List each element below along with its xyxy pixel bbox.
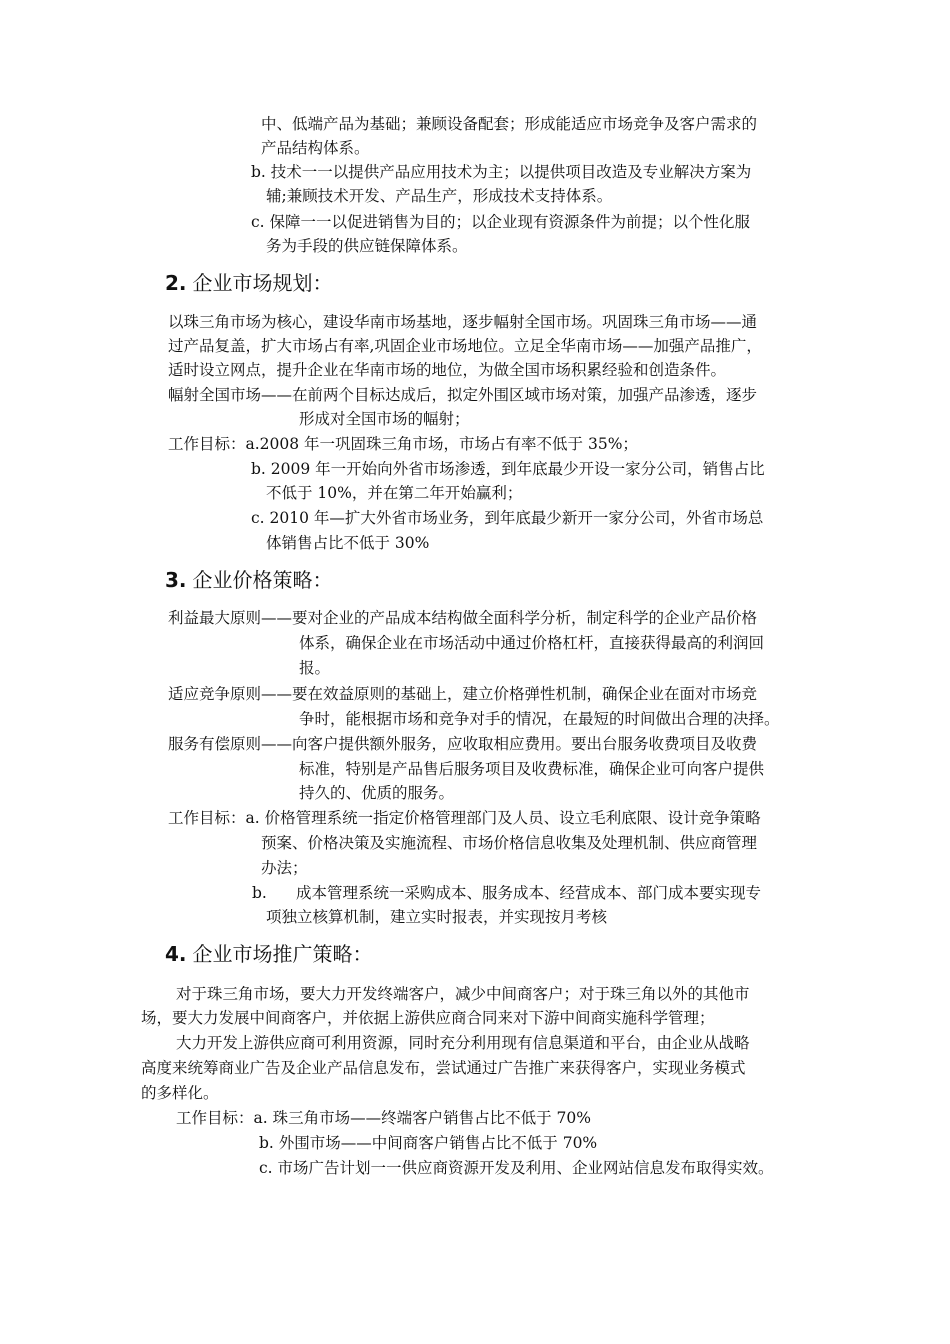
- intro-item-c-line-1: c. 保障一一以促进销售为目的；以企业现有资源条件为前提；以个性化服: [251, 213, 751, 231]
- section-3-title: 企业价格策略：: [192, 568, 333, 592]
- s2-paragraph-line-3: 适时设立网点，提升企业在华南市场的地位，为做全国市场积累经验和创造条件。: [168, 361, 727, 379]
- s3-rule-2-line-2: 争时，能根据市场和竞争对手的情况，在最短的时间做出合理的决择。: [299, 710, 780, 728]
- s3-rule-1-line-2: 体系，确保企业在市场活动中通过价格杠杆，直接获得最高的利润回: [299, 634, 765, 652]
- s3-rule-1-line-3: 报。: [299, 659, 331, 677]
- s2-goal-b-line-1: b. 2009 年一开始向外省市场渗透，到年底最少开设一家分公司，销售占比: [251, 460, 765, 478]
- s3-goal-b-line-1: 成本管理系统一采购成本、服务成本、经营成本、部门成本要实现专: [296, 884, 762, 902]
- s2-paragraph-line-1: 以珠三角市场为核心，建设华南市场基地，逐步幅射全国市场。巩固珠三角市场——通: [168, 313, 758, 331]
- section-4-heading: [165, 941, 373, 967]
- section-3-number: 3.: [165, 568, 187, 592]
- section-2-title: 企业市场规划：: [192, 271, 333, 295]
- s2-goal-c-line-2: 体销售占比不低于 30%: [266, 534, 430, 552]
- s4-paragraph-1-line-2: 场，要大力发展中间商客户，并依据上游供应商合同来对下游中间商实施科学管理；: [141, 1009, 715, 1027]
- s3-rule-3-line-3: 持久的、优质的服务。: [299, 784, 455, 802]
- s2-goal-b-line-2: 不低于 10%，并在第二年开始赢利；: [266, 484, 523, 502]
- s4-paragraph-2-line-1: 大力开发上游供应商可利用资源，同时充分利用现有信息渠道和平台，由企业从战略: [176, 1034, 750, 1052]
- section-4-title: 企业市场推广策略：: [192, 942, 373, 966]
- s3-goal-b-label: b.: [252, 884, 267, 902]
- s4-paragraph-1-line-1: 对于珠三角市场，要大力开发终端客户，减少中间商客户；对于珠三角以外的其他市: [176, 985, 750, 1003]
- s2-paragraph-line-2: 过产品复盖，扩大市场占有率,巩固企业市场地位。立足全华南市场——加强产品推广，: [168, 337, 762, 355]
- s2-goal-a: 工作目标：a.2008 年一巩固珠三角市场，市场占有率不低于 35%；: [168, 435, 638, 453]
- section-2-heading: [165, 270, 333, 296]
- s4-goal-c: c. 市场广告计划一一供应商资源开发及利用、企业网站信息发布取得实效。: [259, 1159, 774, 1177]
- s2-paragraph-line-5: 形成对全国市场的幅射；: [299, 410, 470, 428]
- section-4-number: 4.: [165, 942, 187, 966]
- s3-rule-3-line-2: 标准，特别是产品售后服务项目及收费标准，确保企业可向客户提供: [299, 760, 765, 778]
- s3-goal-a-line-1: 工作目标：a. 价格管理系统一指定价格管理部门及人员、设立毛利底限、设计竞争策略: [168, 809, 761, 827]
- s4-paragraph-2-line-2: 高度来统筹商业广告及企业产品信息发布，尝试通过广告推广来获得客户，实现业务模式: [141, 1059, 746, 1077]
- s4-goal-b: b. 外围市场——中间商客户销售占比不低于 70%: [259, 1134, 598, 1152]
- s4-goal-a: 工作目标：a. 珠三角市场——终端客户销售占比不低于 70%: [176, 1109, 591, 1127]
- s3-goal-a-line-3: 办法；: [261, 859, 308, 877]
- s3-rule-1-line-1: 利益最大原则——要对企业的产品成本结构做全面科学分析，制定科学的企业产品价格: [168, 609, 758, 627]
- section-3-heading: [165, 567, 333, 593]
- s2-paragraph-line-4: 幅射全国市场——在前两个目标达成后，拟定外围区域市场对策，加强产品渗透，逐步: [168, 386, 758, 404]
- intro-item-c-line-2: 务为手段的供应链保障体系。: [266, 237, 468, 255]
- intro-item-b-line-2: 辅;兼顾技术开发、产品生产，形成技术支持体系。: [266, 187, 613, 205]
- intro-line-a-continued: 中、低端产品为基础；兼顾设备配套；形成能适应市场竞争及客户需求的: [261, 115, 758, 133]
- s3-goal-a-line-2: 预案、价格决策及实施流程、市场价格信息收集及处理机制、供应商管理: [261, 834, 758, 852]
- intro-line-a-continued-2: 产品结构体系。: [261, 139, 370, 157]
- section-2-number: 2.: [165, 271, 187, 295]
- s2-goal-c-line-1: c. 2010 年—扩大外省市场业务，到年底最少新开一家分公司，外省市场总: [251, 509, 764, 527]
- s3-rule-3-line-1: 服务有偿原则——向客户提供额外服务，应收取相应费用。要出台服务收费项目及收费: [168, 735, 758, 753]
- s3-rule-2-line-1: 适应竞争原则——要在效益原则的基础上，建立价格弹性机制，确保企业在面对市场竞: [168, 685, 758, 703]
- intro-item-b-line-1: b. 技术一一以提供产品应用技术为主；以提供项目改造及专业解决方案为: [251, 163, 752, 181]
- s3-goal-b-line-2: 项独立核算机制，建立实时报表，并实现按月考核: [266, 908, 608, 926]
- s4-paragraph-2-line-3: 的多样化。: [141, 1084, 219, 1102]
